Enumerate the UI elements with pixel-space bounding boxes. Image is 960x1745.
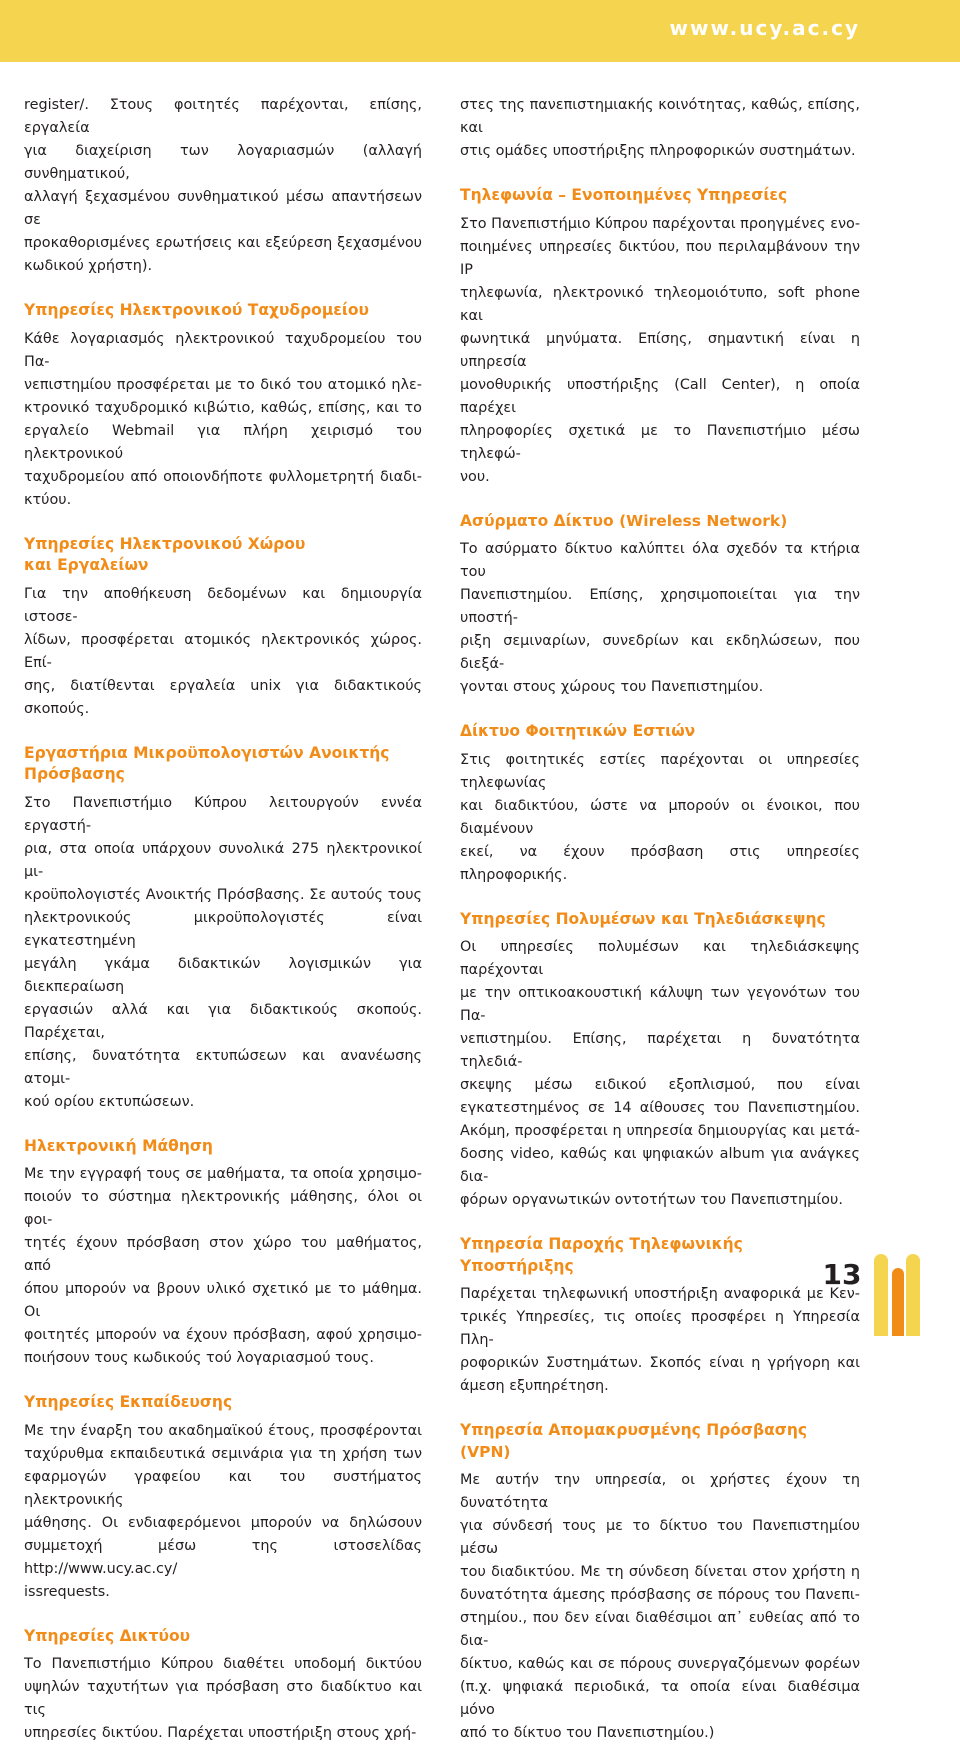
text-line: υπηρεσίες δικτύου. Παρέχεται υποστήριξη στους χρή- xyxy=(24,1725,417,1741)
text-line: Το Πανεπιστήμιο Κύπρου διαθέτει υποδομή δικτύου xyxy=(24,1656,422,1672)
text-line: Υπηρεσία Απομακρυσμένης Πρόσβασης (VPN) xyxy=(460,1421,808,1461)
text-line: τητές έχουν πρόσβαση στον χώρο του μαθήματος, από xyxy=(24,1235,422,1274)
section-heading xyxy=(24,1626,422,1648)
text-line: ροφορικών Συστημάτων. Σκοπός είναι η γρήγορη και xyxy=(460,1355,860,1371)
text-line: ριξη σεμιναρίων, συνεδρίων και εκδηλώσεων, που διεξά- xyxy=(460,633,860,672)
text-line: από το δίκτυο του Πανεπιστημίου.) xyxy=(460,1725,715,1741)
text-line: στημίου., που δεν είναι διαθέσιμοι απ᾽ ευθείας από το δια- xyxy=(460,1610,860,1649)
text-line: Υπηρεσίες Ηλεκτρονικού Ταχυδρομείου xyxy=(24,301,370,319)
text-line: στες της πανεπιστημιακής κοινότητας, καθώς, επίσης, και xyxy=(460,97,860,136)
text-line: Εργαστήρια Μικροϋπολογιστών Ανοικτής xyxy=(24,743,390,762)
text-line: του διαδικτύου. Με τη σύνδεση δίνεται στον χρήστη η xyxy=(460,1564,860,1580)
text-line: ταχυδρομείου από οποιονδήποτε φυλλομετρητή διαδι- xyxy=(24,468,422,485)
text-line: κτύου. xyxy=(24,491,72,508)
section-heading xyxy=(460,1420,860,1463)
text-line: Υπηρεσίες Ηλεκτρονικού Χώρου xyxy=(24,534,306,553)
page-number: 13 xyxy=(822,1258,862,1291)
text-line: Ασύρματο Δίκτυο (Wireless Network) xyxy=(460,511,788,530)
section-heading xyxy=(460,909,860,931)
paragraph xyxy=(460,1469,860,1745)
right-column xyxy=(460,94,860,1745)
text-line: αλλαγή ξεχασμένου συνθηματικού μέσω απαντήσεων σε xyxy=(24,189,422,228)
text-line: Με την έναρξη του ακαδημαϊκού έτους, προσφέρονται xyxy=(24,1422,422,1439)
text-line: επίσης, δυνατότητα εκτυπώσεων και ανανέωσης ατομι- xyxy=(24,1047,422,1087)
text-line: εφαρμογών γραφείου και του συστήματος ηλεκτρονικής xyxy=(24,1468,422,1508)
text-line: Με την εγγραφή τους σε μαθήματα, τα οποία χρησιμο- xyxy=(24,1166,422,1182)
text-line: για διαχείριση των λογαριασμών (αλλαγή συνθηματικού, xyxy=(24,143,422,182)
site-url: www.ucy.ac.cy xyxy=(669,16,860,40)
paragraph xyxy=(24,792,422,1114)
text-line: γονται στους χώρους του Πανεπιστημίου. xyxy=(460,679,764,695)
text-line: Δίκτυο Φοιτητικών Εστιών xyxy=(460,722,696,740)
text-line: εγκατεστημένος σε 14 αίθουσες του Πανεπιστημίου. xyxy=(460,1100,860,1116)
text-line: πληροφορίες σχετικά με το Πανεπιστήμιο μέσω τηλεφώ- xyxy=(460,422,860,462)
text-line: με την οπτικοακουστική κάλυψη των γεγονότων του Πα- xyxy=(460,985,860,1024)
text-line: issrequests. xyxy=(24,1583,110,1600)
text-line: ταχύρυθμα εκπαιδευτικά σεμινάρια για τη χρήση των xyxy=(24,1445,422,1462)
left-column xyxy=(24,94,422,1745)
paragraph xyxy=(460,1283,860,1398)
text-line: Πανεπιστημίου. Επίσης, χρησιμοποιείται για την υποστή- xyxy=(460,587,860,626)
text-line: φόρων οργανωτικών οντοτήτων του Πανεπιστημίου. xyxy=(460,1192,843,1208)
text-line: μάθησης. Οι ενδιαφερόμενοι μπορούν να δηλώσουν xyxy=(24,1514,422,1531)
text-line: δοσης video, καθώς και ψηφιακών album για ανάγκες δια- xyxy=(460,1146,860,1185)
paragraph xyxy=(24,583,422,721)
paragraph xyxy=(460,749,860,887)
text-line: Υπηρεσίες Δικτύου xyxy=(24,1626,191,1645)
text-line: υψηλών ταχυτήτων για πρόσβαση στο διαδίκτυο και τις xyxy=(24,1679,422,1718)
text-line: Ηλεκτρονική Μάθηση xyxy=(24,1136,213,1155)
text-line: όπου μπορούν να βρουν υλικό σχετικό με το μάθημα. Οι xyxy=(24,1281,422,1320)
text-line: φωνητικά μηνύματα. Επίσης, σημαντική είναι η υπηρεσία xyxy=(460,330,860,370)
text-line: Για την αποθήκευση δεδομένων και δημιουργία ιστοσε- xyxy=(24,585,422,625)
text-line: κροϋπολογιστές Ανοικτής Πρόσβασης. Σε αυτούς τους xyxy=(24,886,422,903)
paragraph xyxy=(460,213,860,489)
text-line: στις ομάδες υποστήριξης πληροφορικών συστημάτων. xyxy=(460,143,856,159)
paragraph xyxy=(460,94,860,163)
text-line: εργασιών αλλά και για διδακτικούς σκοπούς. Παρέχεται, xyxy=(24,1001,422,1041)
section-heading xyxy=(460,721,860,743)
text-line: νεπιστημίου προσφέρεται με το δικό του ατομικό ηλε- xyxy=(24,376,422,393)
text-line: ποιούν το σύστημα ηλεκτρονικής μάθησης, όλοι οι φοι- xyxy=(24,1189,422,1228)
text-line: μεγάλη γκάμα διδακτικών λογισμικών για διεκπεραίωση xyxy=(24,955,422,995)
text-line: σκεψης μέσω ειδικού εξοπλισμού, που είναι xyxy=(460,1077,860,1093)
text-line: Στις φοιτητικές εστίες παρέχονται οι υπηρεσίες τηλεφωνίας xyxy=(460,751,860,791)
text-line: ρια, στα οποία υπάρχουν συνολικά 275 ηλεκτρονικοί μι- xyxy=(24,840,422,880)
text-line: κωδικού χρήστη). xyxy=(24,258,153,274)
text-line: τηλεφωνία, ηλεκτρονικό τηλεομοιότυπο, soft phone και xyxy=(460,284,860,324)
paragraph xyxy=(24,1420,422,1604)
text-line: Το ασύρματο δίκτυο καλύπτει όλα σχεδόν τα κτήρια του xyxy=(460,541,860,580)
text-line: νεπιστημίου. Επίσης, παρέχεται η δυνατότητα τηλεδιά- xyxy=(460,1031,860,1070)
text-line: εργαλείο Webmail για πλήρη χειρισμό του ηλεκτρονικού xyxy=(24,422,422,462)
text-line: άμεση εξυπηρέτηση. xyxy=(460,1378,609,1394)
text-line: τρικές Υπηρεσίες, τις οποίες προσφέρει η Υπηρεσία Πλη- xyxy=(460,1309,860,1348)
text-line: Κάθε λογαριασμός ηλεκτρονικού ταχυδρομείου του Πα- xyxy=(24,330,422,370)
text-line: δυνατότητα άμεσης πρόσβασης σε πόρους του Πανεπι- xyxy=(460,1587,860,1603)
text-line: (π.χ. ψηφιακά περιοδικά, τα οποία είναι διαθέσιμα μόνο xyxy=(460,1679,860,1718)
text-line: Τηλεφωνία – Ενοποιημένες Υπηρεσίες xyxy=(460,186,788,204)
text-line: σης, διατίθενται εργαλεία unix για διδακτικούς σκοπούς. xyxy=(24,677,422,717)
text-line: και διαδικτύου, ώστε να μπορούν οι ένοικοι, που διαμένουν xyxy=(460,797,860,837)
text-line: κού ορίου εκτυπώσεων. xyxy=(24,1093,195,1110)
text-line: φοιτητές μπορούν να έχουν πρόσβαση, αφού χρησιμο- xyxy=(24,1327,422,1343)
text-line: Στο Πανεπιστήμιο Κύπρου παρέχονται προηγμένες ενο- xyxy=(460,215,861,232)
paragraph xyxy=(460,538,860,699)
text-line: και Εργαλείων xyxy=(24,556,149,574)
paragraph xyxy=(460,936,860,1212)
text-line: μονοθυρικής υποστήριξης (Call Center), η οποία παρέχει xyxy=(460,376,860,416)
section-heading xyxy=(24,534,422,577)
paragraph xyxy=(24,1163,422,1370)
text-line: δίκτυο, καθώς και σε πόρους συνεργαζόμενων φορέων xyxy=(460,1656,860,1672)
section-heading xyxy=(24,1136,422,1158)
text-line: Ακόμη, προσφέρεται η υπηρεσία δημιουργίας και μετά- xyxy=(460,1123,860,1139)
section-heading xyxy=(24,1392,422,1414)
text-line: Στο Πανεπιστήμιο Κύπρου λειτουργούν εννέα εργαστή- xyxy=(24,794,422,834)
text-line: ποιημένες υπηρεσίες δικτύου, που περιλαμβάνουν την IP xyxy=(460,238,860,278)
text-line: Παρέχεται τηλεφωνική υποστήριξη αναφορικά με Κεν- xyxy=(460,1286,860,1302)
text-line: Πρόσβασης xyxy=(24,765,125,783)
text-line: για σύνδεσή τους με το δίκτυο του Πανεπιστημίου μέσω xyxy=(460,1518,860,1557)
text-line: προκαθορισμένες ερωτήσεις και εξεύρεση ξεχασμένου xyxy=(24,235,422,251)
paragraph xyxy=(24,94,422,278)
text-line: Με αυτήν την υπηρεσία, οι χρήστες έχουν τη δυνατότητα xyxy=(460,1472,860,1511)
text-line: λίδων, προσφέρεται ατομικός ηλεκτρονικός χώρος. Επί- xyxy=(24,631,422,671)
text-line: κτρονικό ταχυδρομικό κιβώτιο, καθώς, επίσης, και το xyxy=(24,399,422,416)
text-line: Οι υπηρεσίες πολυμέσων και τηλεδιάσκεψης παρέχονται xyxy=(460,939,860,978)
section-heading xyxy=(24,300,422,322)
text-line: Υπηρεσία Παροχής Τηλεφωνικής Υποστήριξης xyxy=(460,1235,743,1275)
text-line: Υπηρεσίες Πολυμέσων και Τηλεδιάσκεψης xyxy=(460,909,826,928)
section-heading xyxy=(460,1234,860,1277)
text-line: Υπηρεσίες Εκπαίδευσης xyxy=(24,1393,233,1411)
text-line: register/. Στους φοιτητές παρέχονται, επίσης, εργαλεία xyxy=(24,97,422,136)
section-heading xyxy=(460,511,860,533)
paragraph xyxy=(24,328,422,512)
section-heading xyxy=(460,185,860,207)
text-line: εκεί, να έχουν πρόσβαση στις υπηρεσίες πληροφορικής. xyxy=(460,843,860,883)
text-line: ηλεκτρονικούς μικροϋπολογιστές είναι εγκατεστημένη xyxy=(24,909,422,949)
section-heading xyxy=(24,743,422,786)
paragraph xyxy=(24,1653,422,1745)
text-line: νου. xyxy=(460,468,490,485)
text-line: συμμετοχή μέσω της ιστοσελίδας http://www.ucy.ac.cy/ xyxy=(24,1537,422,1577)
text-line: ποιήσουν τους κωδικούς τού λογαριασμού τους. xyxy=(24,1350,374,1366)
